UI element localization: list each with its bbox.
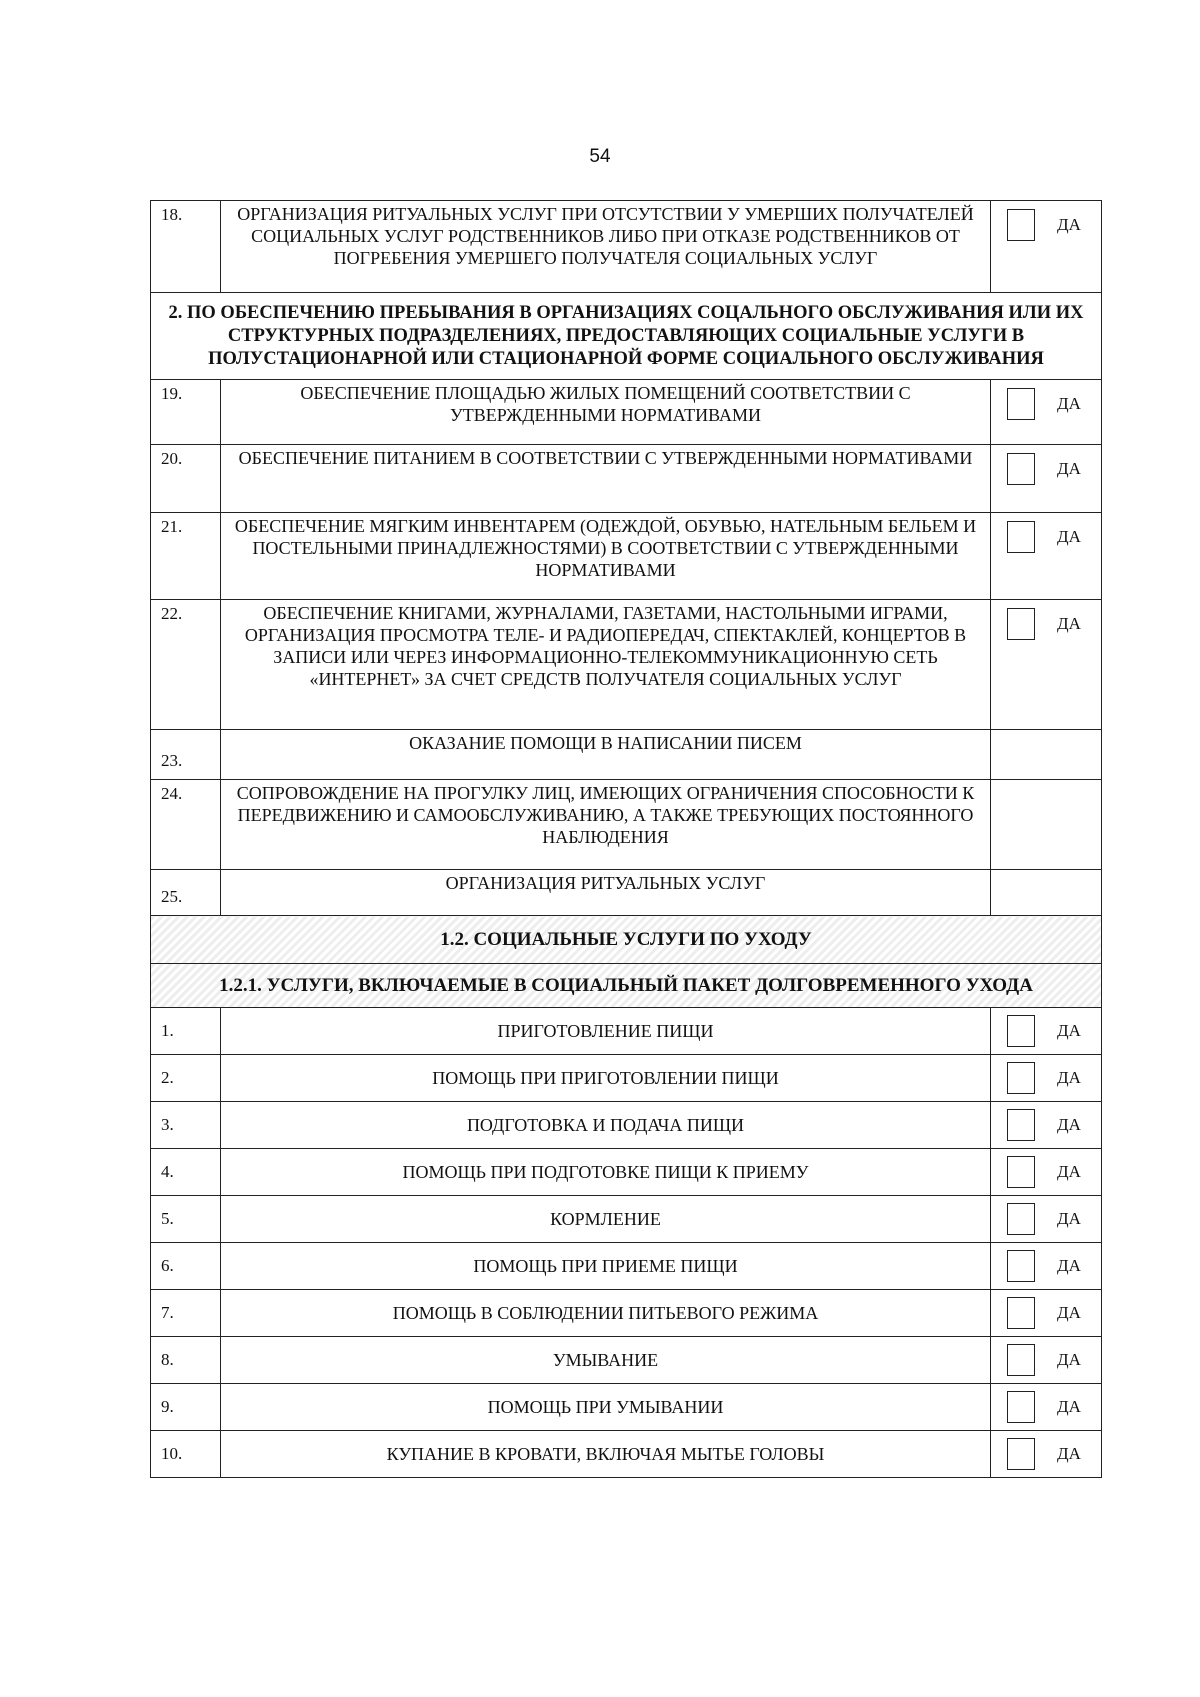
checkbox[interactable] (1007, 388, 1035, 420)
table-row (151, 600, 1102, 730)
checkbox-group[interactable] (1007, 1109, 1081, 1141)
table-row (151, 1102, 1102, 1149)
checkbox-label: ДА (1057, 1303, 1081, 1322)
checkbox-label: ДА (1057, 394, 1081, 413)
checkbox-cell (991, 600, 1102, 730)
checkbox-cell (991, 780, 1102, 870)
service-description: ПОМОЩЬ ПРИ ПРИЕМЕ ПИЩИ (221, 1243, 991, 1290)
table-row (151, 1243, 1102, 1290)
checkbox-label: ДА (1057, 1397, 1081, 1416)
service-description: ПРИГОТОВЛЕНИЕ ПИЩИ (221, 1008, 991, 1055)
checkbox-label: ДА (1057, 1115, 1081, 1134)
row-number: 9. (151, 1384, 221, 1431)
checkbox-label: ДА (1057, 1209, 1081, 1228)
row-number: 25. (151, 870, 221, 916)
checkbox-cell (991, 1055, 1102, 1102)
table-row (151, 513, 1102, 600)
row-number: 2. (151, 1055, 221, 1102)
table-row (151, 1337, 1102, 1384)
row-number: 19. (151, 380, 221, 445)
checkbox[interactable] (1007, 1015, 1035, 1047)
section-2-heading: 2. ПО ОБЕСПЕЧЕНИЮ ПРЕБЫВАНИЯ В ОРГАНИЗАЦИЯХ СОЦАЛЬНОГО ОБСЛУЖИВАНИЯ ИЛИ ИХ СТРУКТУРНЫХ ПОДРАЗДЕЛЕНИЯХ, ПРЕДОСТАВЛЯЮЩИХ СОЦИАЛЬНЫЕ УСЛУГИ В ПОЛУСТАЦИОНАРНОЙ ИЛИ СТАЦИОНАРНОЙ ФОРМЕ СОЦИАЛЬНОГО ОБСЛУЖИВАНИЯ (151, 293, 1102, 380)
checkbox[interactable] (1007, 209, 1035, 241)
table-row (151, 1055, 1102, 1102)
service-description: ОБЕСПЕЧЕНИЕ МЯГКИМ ИНВЕНТАРЕМ (ОДЕЖДОЙ, ОБУВЬЮ, НАТЕЛЬНЫМ БЕЛЬЕМ И ПОСТЕЛЬНЫМИ ПРИНАДЛЕЖНОСТЯМИ) В СООТВЕТСТВИИ С УТВЕРЖДЕННЫМИ НОРМАТИВАМИ (221, 513, 991, 600)
checkbox-group[interactable] (1007, 1391, 1081, 1423)
row-number: 21. (151, 513, 221, 600)
checkbox-label: ДА (1057, 614, 1081, 633)
checkbox-cell (991, 1431, 1102, 1478)
table-section-b (151, 380, 1102, 916)
row-number: 24. (151, 780, 221, 870)
checkbox-cell (991, 1102, 1102, 1149)
checkbox-group[interactable] (1007, 1344, 1081, 1376)
table-row (151, 780, 1102, 870)
row-number: 4. (151, 1149, 221, 1196)
service-description: ПОМОЩЬ ПРИ ПОДГОТОВКЕ ПИЩИ К ПРИЕМУ (221, 1149, 991, 1196)
checkbox-cell (991, 201, 1102, 293)
checkbox-cell (991, 1149, 1102, 1196)
service-description: ОБЕСПЕЧЕНИЕ ПЛОЩАДЬЮ ЖИЛЫХ ПОМЕЩЕНИЙ СООТВЕТСТВИИ С УТВЕРЖДЕННЫМИ НОРМАТИВАМИ (221, 380, 991, 445)
services-table (150, 200, 1102, 1478)
service-description: СОПРОВОЖДЕНИЕ НА ПРОГУЛКУ ЛИЦ, ИМЕЮЩИХ ОГРАНИЧЕНИЯ СПОСОБНОСТИ К ПЕРЕДВИЖЕНИЮ И САМООБСЛУЖИВАНИЮ, А ТАКЖЕ ТРЕБУЮЩИХ ПОСТОЯННОГО НАБЛЮДЕНИЯ (221, 780, 991, 870)
checkbox-label: ДА (1057, 1068, 1081, 1087)
service-description: ОБЕСПЕЧЕНИЕ КНИГАМИ, ЖУРНАЛАМИ, ГАЗЕТАМИ, НАСТОЛЬНЫМИ ИГРАМИ, ОРГАНИЗАЦИЯ ПРОСМОТРА ТЕЛЕ- И РАДИОПЕРЕДАЧ, СПЕКТАКЛЕЙ, КОНЦЕРТОВ В ЗАПИСИ ИЛИ ЧЕРЕЗ ИНФОРМАЦИОННО-ТЕЛЕКОММУНИКАЦИОННУЮ СЕТЬ «ИНТЕРНЕТ» ЗА СЧЕТ СРЕДСТВ ПОЛУЧАТЕЛЯ СОЦИАЛЬНЫХ УСЛУГ (221, 600, 991, 730)
section-header-row (151, 293, 1102, 380)
checkbox-group[interactable] (1007, 1156, 1081, 1188)
service-description: КОРМЛЕНИЕ (221, 1196, 991, 1243)
checkbox-label: ДА (1057, 1350, 1081, 1369)
row-number: 22. (151, 600, 221, 730)
checkbox-cell (991, 1384, 1102, 1431)
checkbox[interactable] (1007, 1344, 1035, 1376)
checkbox-cell (991, 380, 1102, 445)
checkbox[interactable] (1007, 1062, 1035, 1094)
service-description: ПОМОЩЬ ПРИ ПРИГОТОВЛЕНИИ ПИЩИ (221, 1055, 991, 1102)
checkbox[interactable] (1007, 1203, 1035, 1235)
checkbox-group[interactable] (1007, 608, 1081, 640)
checkbox-cell (991, 445, 1102, 513)
service-description: ПОДГОТОВКА И ПОДАЧА ПИЩИ (221, 1102, 991, 1149)
checkbox[interactable] (1007, 1391, 1035, 1423)
checkbox-group[interactable] (1007, 388, 1081, 420)
table-row (151, 1290, 1102, 1337)
checkbox[interactable] (1007, 1156, 1035, 1188)
row-number: 3. (151, 1102, 221, 1149)
service-description: КУПАНИЕ В КРОВАТИ, ВКЛЮЧАЯ МЫТЬЕ ГОЛОВЫ (221, 1431, 991, 1478)
checkbox[interactable] (1007, 1109, 1035, 1141)
table-section-a (151, 201, 1102, 293)
table-row (151, 870, 1102, 916)
checkbox-cell (991, 730, 1102, 780)
section-1-2-heading: 1.2. СОЦИАЛЬНЫЕ УСЛУГИ ПО УХОДУ (151, 916, 1102, 964)
table-row (151, 1149, 1102, 1196)
checkbox-group[interactable] (1007, 209, 1081, 241)
section-header-row (151, 916, 1102, 964)
service-description: ОРГАНИЗАЦИЯ РИТУАЛЬНЫХ УСЛУГ ПРИ ОТСУТСТВИИ У УМЕРШИХ ПОЛУЧАТЕЛЕЙ СОЦИАЛЬНЫХ УСЛУГ РОДСТВЕННИКОВ ЛИБО ПРИ ОТКАЗЕ РОДСТВЕННИКОВ ОТ ПОГРЕБЕНИЯ УМЕРШЕГО ПОЛУЧАТЕЛЯ СОЦИАЛЬНЫХ УСЛУГ (221, 201, 991, 293)
checkbox-label: ДА (1057, 1444, 1081, 1463)
row-number: 20. (151, 445, 221, 513)
checkbox-group[interactable] (1007, 521, 1081, 553)
checkbox-label: ДА (1057, 459, 1081, 478)
checkbox-cell (991, 1290, 1102, 1337)
section-header-row (151, 964, 1102, 1008)
checkbox[interactable] (1007, 453, 1035, 485)
checkbox-group[interactable] (1007, 1297, 1081, 1329)
service-description: ОРГАНИЗАЦИЯ РИТУАЛЬНЫХ УСЛУГ (221, 870, 991, 916)
checkbox-group[interactable] (1007, 1015, 1081, 1047)
table-row (151, 380, 1102, 445)
table-row (151, 730, 1102, 780)
checkbox-group[interactable] (1007, 1203, 1081, 1235)
row-number: 8. (151, 1337, 221, 1384)
service-description: УМЫВАНИЕ (221, 1337, 991, 1384)
page-number: 54 (589, 146, 611, 167)
row-number: 10. (151, 1431, 221, 1478)
checkbox[interactable] (1007, 1250, 1035, 1282)
service-description: ПОМОЩЬ В СОБЛЮДЕНИИ ПИТЬЕВОГО РЕЖИМА (221, 1290, 991, 1337)
checkbox-cell (991, 1008, 1102, 1055)
checkbox-label: ДА (1057, 527, 1081, 546)
checkbox-group[interactable] (1007, 453, 1081, 485)
row-number: 5. (151, 1196, 221, 1243)
checkbox-label: ДА (1057, 215, 1081, 234)
checkbox-group[interactable] (1007, 1250, 1081, 1282)
table-section-1-2-header (151, 916, 1102, 1008)
checkbox-group[interactable] (1007, 1438, 1081, 1470)
checkbox-cell (991, 1196, 1102, 1243)
table-row (151, 1384, 1102, 1431)
table-row (151, 1431, 1102, 1478)
checkbox[interactable] (1007, 521, 1035, 553)
table-row (151, 1008, 1102, 1055)
checkbox[interactable] (1007, 1297, 1035, 1329)
section-1-2-1-heading: 1.2.1. УСЛУГИ, ВКЛЮЧАЕМЫЕ В СОЦИАЛЬНЫЙ ПАКЕТ ДОЛГОВРЕМЕННОГО УХОДА (151, 964, 1102, 1008)
checkbox-cell (991, 513, 1102, 600)
table-section-c (151, 1008, 1102, 1478)
row-number: 7. (151, 1290, 221, 1337)
checkbox-label: ДА (1057, 1021, 1081, 1040)
row-number: 1. (151, 1008, 221, 1055)
checkbox[interactable] (1007, 1438, 1035, 1470)
checkbox-label: ДА (1057, 1162, 1081, 1181)
row-number: 18. (151, 201, 221, 293)
service-description: ПОМОЩЬ ПРИ УМЫВАНИИ (221, 1384, 991, 1431)
table-section-2-header (151, 293, 1102, 380)
checkbox-label: ДА (1057, 1256, 1081, 1275)
checkbox-cell (991, 870, 1102, 916)
service-description: ОБЕСПЕЧЕНИЕ ПИТАНИЕМ В СООТВЕТСТВИИ С УТВЕРЖДЕННЫМИ НОРМАТИВАМИ (221, 445, 991, 513)
row-number: 6. (151, 1243, 221, 1290)
checkbox-cell (991, 1337, 1102, 1384)
checkbox-group[interactable] (1007, 1062, 1081, 1094)
checkbox-cell (991, 1243, 1102, 1290)
service-description: ОКАЗАНИЕ ПОМОЩИ В НАПИСАНИИ ПИСЕМ (221, 730, 991, 780)
table-row (151, 1196, 1102, 1243)
checkbox[interactable] (1007, 608, 1035, 640)
row-number: 23. (151, 730, 221, 780)
table-row (151, 201, 1102, 293)
table-row (151, 445, 1102, 513)
